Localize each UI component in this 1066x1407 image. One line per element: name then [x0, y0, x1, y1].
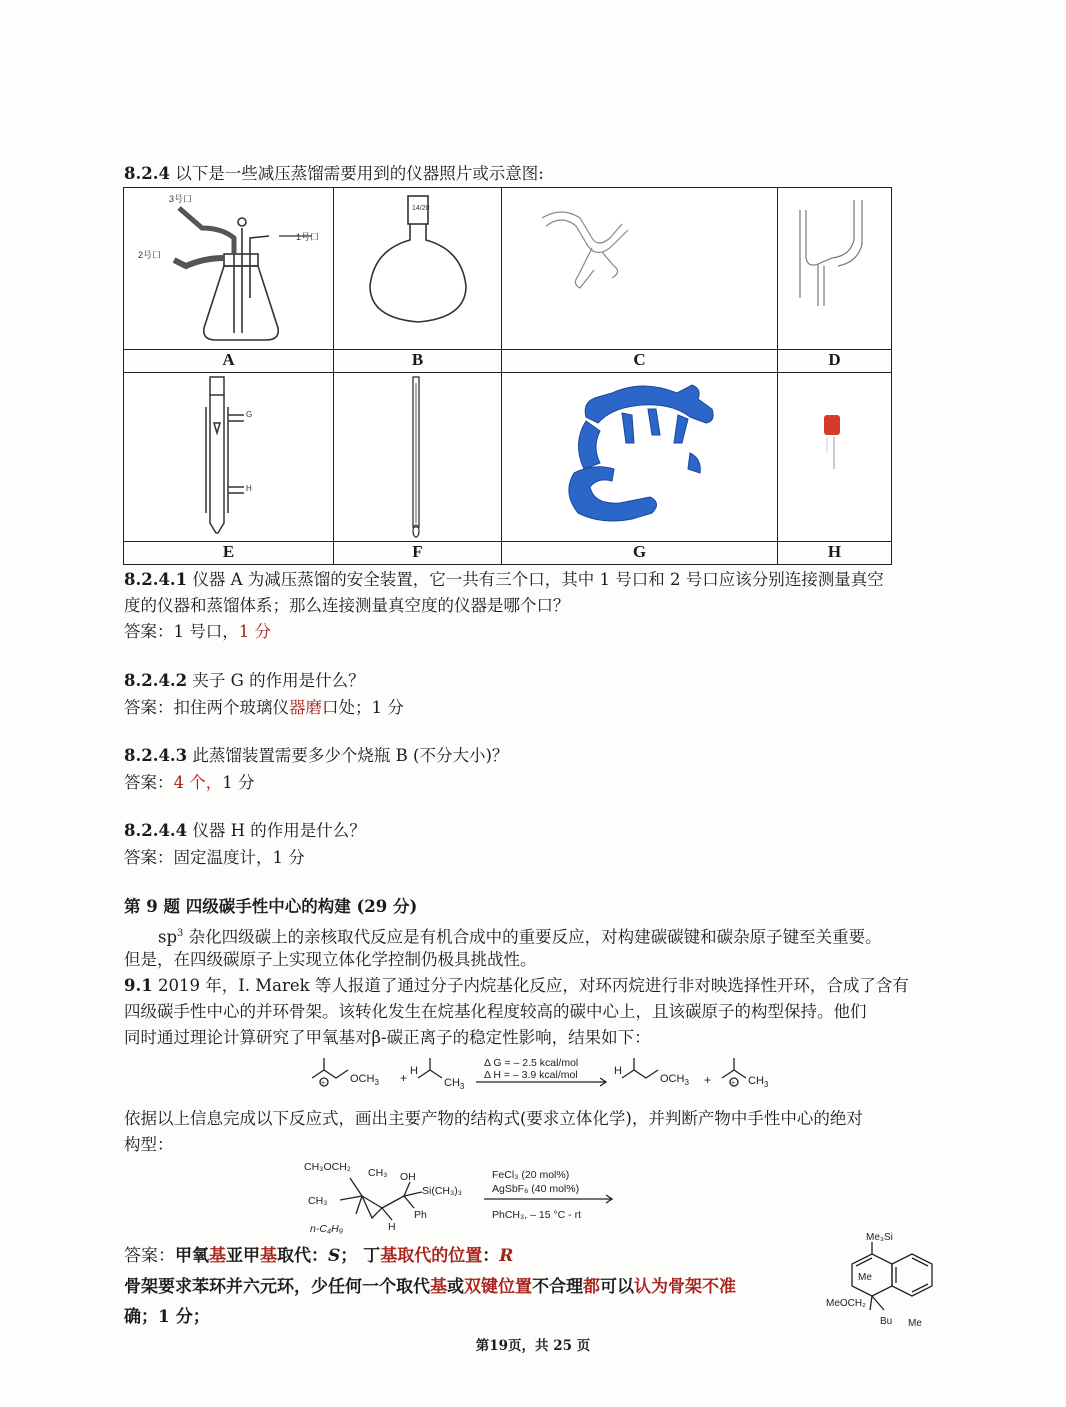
subquestion-text: 2019 年，I. Marek 等人报道了通过分子内烷基化反应，对环丙烷进行非对映选择性开环，合成了含有 [152, 976, 909, 995]
question-text: 仪器 H 的作用是什么？ [192, 821, 366, 840]
joint-size-label: 14/20 [412, 205, 430, 212]
answer-highlight: 器磨 [289, 698, 322, 717]
phenyl-label: Ph [414, 1209, 427, 1221]
answer-label: 答案： [124, 848, 174, 867]
trimethylsilyl-label: Si(CH₃)₃ [422, 1185, 463, 1197]
product-methoxy: $OCH_3$ [660, 1073, 689, 1087]
keck-clip-g-drawing [502, 373, 777, 541]
answer-seg-red: 基 [260, 1246, 277, 1266]
port-2-label: 2号口 [138, 250, 162, 260]
answer-seg: 亚甲 [226, 1246, 260, 1266]
answer-seg: ； 丁 [340, 1246, 381, 1266]
note-seg: 可以 [600, 1277, 634, 1297]
answer-text: 扣住两个玻璃仪 [173, 698, 289, 717]
answer-8242 [124, 697, 404, 719]
port-3-label: 3号口 [169, 194, 193, 204]
methoxy-label: $OCH_3$ [350, 1073, 379, 1087]
cation-charge: + [321, 1080, 326, 1087]
problem-91-line2: 四级碳手性中心的并环骨架。该转化发生在烷基化程度较高的碳中心上，且该碳原子的构型保持。他们 [124, 1002, 867, 1021]
section-heading [124, 163, 544, 185]
product-silyl-label: Me₃Si [866, 1232, 893, 1243]
port-1-label: 1号口 [296, 232, 320, 242]
plus-sign-2: + [704, 1073, 712, 1087]
answer-label: 答案： [124, 622, 174, 641]
note-seg-red: 双键位置 [464, 1277, 532, 1297]
butyl-label: n-C₄H₉ [310, 1223, 343, 1235]
grading-note [124, 1276, 736, 1298]
product-structure [822, 1230, 962, 1332]
plus-sign: + [400, 1071, 408, 1085]
additive-label: AgSbF₆ (40 mol%) [492, 1183, 580, 1195]
thermometer-adapter-h-drawing [778, 373, 891, 541]
methyl-b-label: CH₃ [308, 1195, 328, 1207]
answer-text: 固定温度计，1 分 [173, 848, 305, 867]
answer-seg: 甲氧 [175, 1246, 209, 1266]
answer-label: 答案： [124, 698, 174, 717]
answer-score: 1 分 [222, 773, 255, 792]
problem-title: 第 9 题 四级碳手性中心的构建 [124, 897, 351, 916]
methyl-label: $CH_3$ [444, 1077, 465, 1091]
cell-e [123, 372, 334, 542]
question-number: 8.2.4.2 [124, 671, 188, 690]
label-a: A [123, 349, 334, 373]
answer-text-tail: 口处；1 分 [322, 698, 404, 717]
question-8243 [124, 745, 508, 767]
instruction-line2: 构型： [124, 1135, 174, 1154]
answer-seg-red: 基 [209, 1246, 226, 1266]
note-seg-red: 认为骨架不准 [634, 1277, 736, 1297]
answer-label: 答案： [124, 773, 174, 792]
flask-a-drawing [124, 188, 333, 349]
label-g: G [501, 541, 778, 565]
answer-label: 答案： [124, 1246, 175, 1266]
instruction-line1: 依据以上信息完成以下反应式，画出主要产物的结构式(要求立体化学)，并判断产物中手性中心的绝对 [124, 1109, 863, 1128]
delta-h-label: Δ H = – 3.9 kcal/mol [484, 1069, 578, 1081]
methyl-a-label: CH₃ [368, 1167, 388, 1179]
question-text: 仪器 A 为减压蒸馏的安全装置，它一共有三个口，其中 1 号口和 2 号口应该分别连接测量真空 [192, 570, 884, 589]
cation-methyl: $CH_3$ [748, 1075, 769, 1089]
hydroxyl-label: OH [400, 1171, 416, 1183]
cell-b [333, 187, 502, 350]
cation-charge-2: + [731, 1080, 736, 1087]
inlet-g-mark: G [246, 410, 253, 419]
question-text: 夹子 G 的作用是什么？ [192, 671, 365, 690]
condenser-e-drawing [124, 373, 333, 541]
delta-g-label: Δ G = – 2.5 kcal/mol [484, 1057, 579, 1069]
product-methyl2-label: Me [908, 1318, 922, 1329]
subquestion-number: 9.1 [124, 976, 153, 995]
problem-9-intro-line2: 但是，在四级碳原子上实现立体化学控制仍极具挑战性。 [124, 950, 537, 969]
note-seg-red: 基 [430, 1277, 447, 1297]
product-h-label: H [614, 1065, 622, 1077]
round-flask-drawing [334, 188, 501, 349]
cell-h [777, 372, 892, 542]
label-e: E [123, 541, 334, 565]
product-methoxymethyl-label: MeOCH₂ [826, 1298, 866, 1309]
section-number: 8.2.4 [124, 164, 170, 183]
answer-8244 [124, 847, 305, 869]
question-number: 8.2.4.4 [124, 821, 188, 840]
question-number: 8.2.4.3 [124, 746, 188, 765]
config-s: S [328, 1246, 341, 1266]
note-seg: 或 [447, 1277, 464, 1297]
intro-sp: sp [158, 927, 178, 947]
intro-superscript: 3 [177, 928, 184, 939]
answer-91 [124, 1245, 513, 1267]
question-8241 [124, 569, 884, 591]
conditions-label: PhCH₃, – 15 °C - rt [492, 1209, 581, 1221]
catalyst-label: FeCl₃ (20 mol%) [492, 1169, 570, 1181]
problem-91-line3: 同时通过理论计算研究了甲氧基对β-碳正离子的稳定性影响，结果如下： [124, 1028, 651, 1047]
label-d: D [777, 349, 892, 373]
cell-g [501, 372, 778, 542]
answer-8243 [124, 772, 255, 794]
question-text: 此蒸馏装置需要多少个烧瓶 B (不分大小)？ [192, 746, 509, 765]
page-footer: 第19页，共 25 页 [475, 1338, 591, 1354]
problem-91-text [124, 975, 909, 997]
answer-seg: ： [482, 1246, 500, 1266]
methoxymethyl-label: CH₃OCH₂ [304, 1161, 351, 1173]
note-seg: 不合理 [532, 1277, 583, 1297]
adapter-c-drawing [502, 188, 777, 349]
answer-text: 1 号口， [173, 622, 239, 641]
problem-points: (29 分) [356, 897, 418, 916]
cell-d [777, 187, 892, 350]
label-h: H [777, 541, 892, 565]
question-8242 [124, 670, 365, 692]
intro-text: 杂化四级碳上的亲核取代反应是有机合成中的重要反应，对构建碳碳键和碳杂原子键至关重要。 [183, 927, 882, 947]
ring-h-label: H [388, 1221, 396, 1233]
grading-note-line2: 确；1 分； [124, 1307, 210, 1327]
note-seg: 骨架要求苯环并六元环，少任何一个取代 [124, 1277, 430, 1297]
answer-seg: 取代： [277, 1246, 328, 1266]
answer-highlight: 4 个， [173, 773, 223, 792]
claisen-d-drawing [778, 188, 891, 349]
reaction-scheme-2 [300, 1156, 630, 1246]
section-title: 以下是一些减压蒸馏需要用到的仪器照片或示意图: [175, 164, 544, 183]
answer-seg-red: 基取代的位置 [380, 1246, 483, 1266]
hydride-label: H [410, 1065, 418, 1077]
config-r: R [499, 1246, 514, 1266]
answer-score: 1 分 [238, 622, 271, 641]
label-f: F [333, 541, 502, 565]
cell-f [333, 372, 502, 542]
question-8244 [124, 820, 366, 842]
problem-9-title [124, 896, 417, 918]
answer-8241 [124, 621, 271, 643]
thermometer-f-drawing [334, 373, 501, 541]
reaction-scheme-1 [300, 1052, 800, 1102]
label-c: C [501, 349, 778, 373]
product-butyl-label: Bu [880, 1316, 893, 1327]
product-methyl-label: Me [858, 1272, 872, 1283]
question-text-line2: 度的仪器和蒸馏体系；那么连接测量真空度的仪器是哪个口？ [124, 596, 570, 615]
cell-c [501, 187, 778, 350]
outlet-h-mark: H [246, 484, 252, 493]
label-b: B [333, 349, 502, 373]
cell-a [123, 187, 334, 350]
problem-9-intro [158, 923, 882, 949]
question-number: 8.2.4.1 [124, 570, 188, 589]
note-seg-red: 都 [583, 1277, 600, 1297]
